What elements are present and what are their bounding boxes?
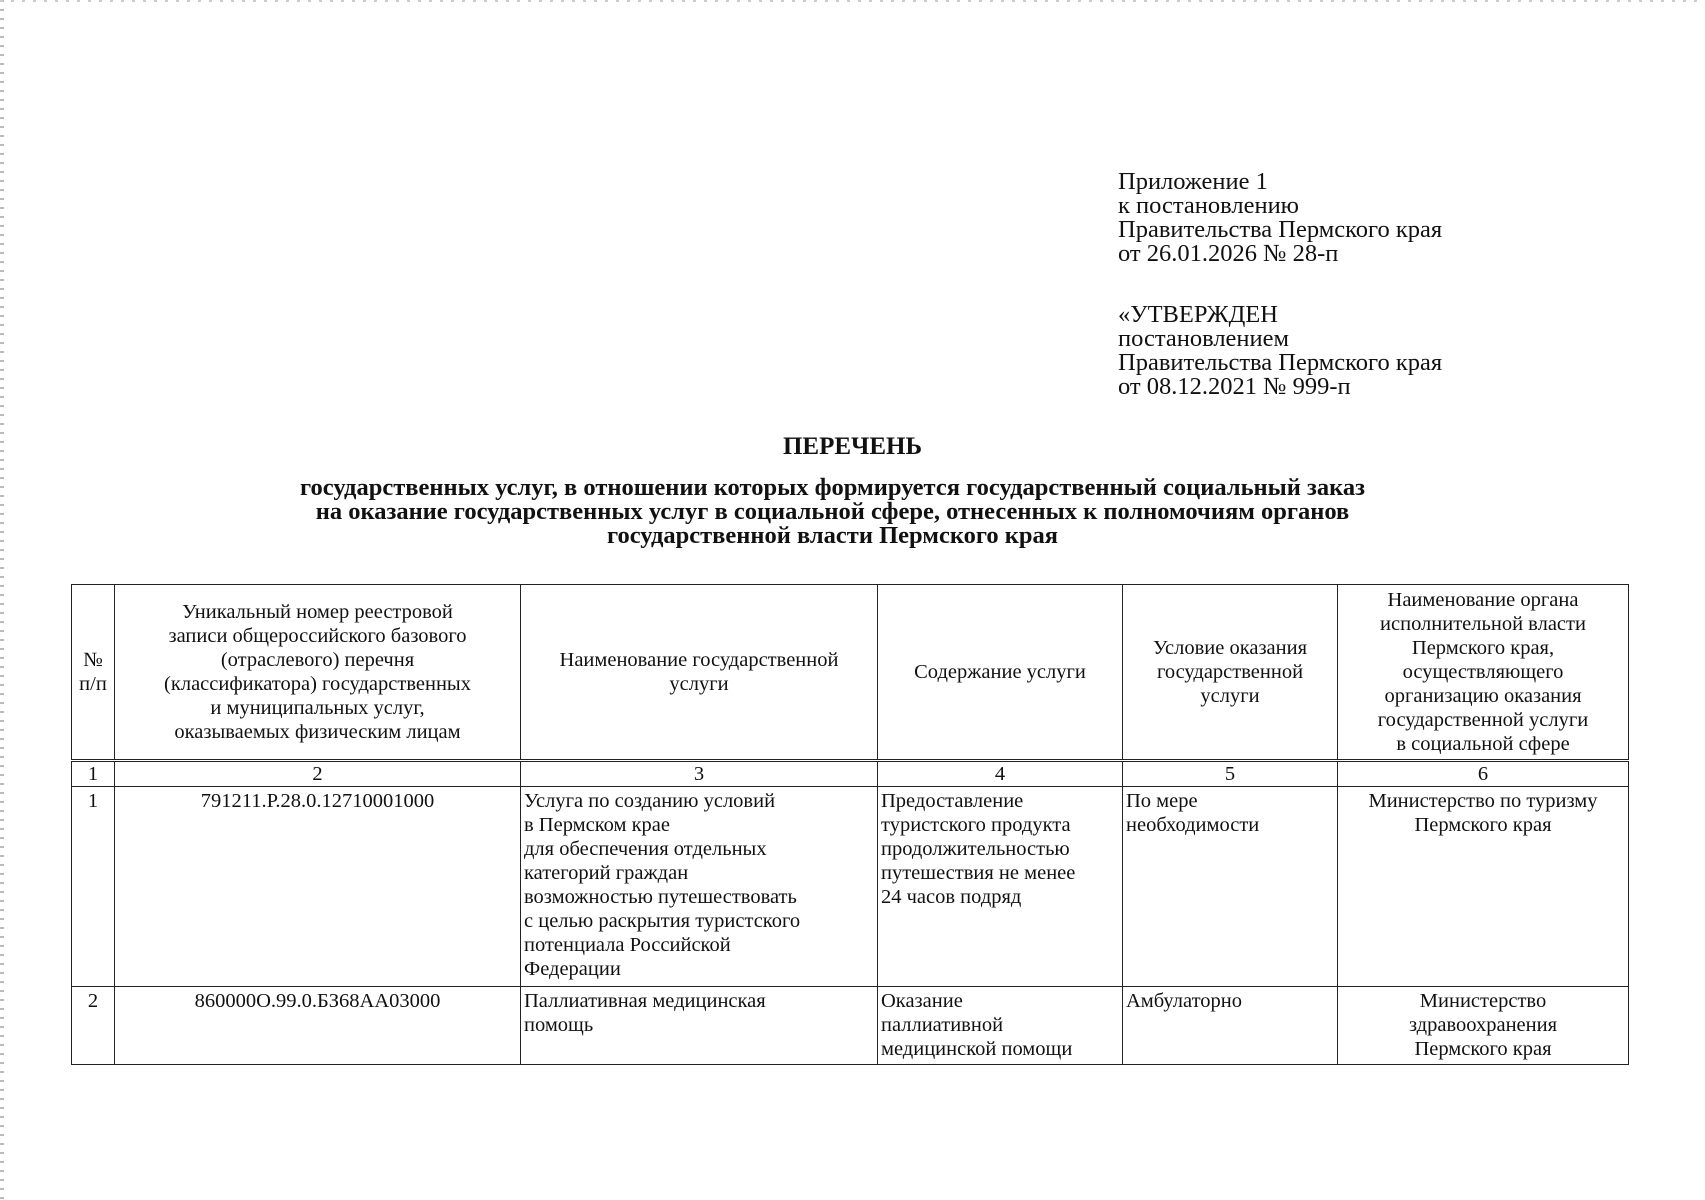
responsible-authority — [1338, 987, 1629, 1065]
cell-text-line: государственной услуги — [1377, 709, 1589, 731]
appendix-line: от 26.01.2026 № 28-п — [1118, 240, 1339, 267]
cell-text-line: п/п — [79, 673, 107, 695]
cell-text-line: Уникальный номер реестровой — [182, 601, 453, 623]
cell-text-line: Пермского края — [1414, 814, 1552, 836]
column-number: 3 — [521, 761, 878, 787]
cell-text-line: услуги — [1200, 685, 1260, 707]
cell-text-line: в социальной сфере — [1396, 733, 1570, 755]
subtitle-line: на оказание государственных услуг в социальной сфере, отнесенных к полномочиям органов — [315, 498, 1350, 525]
scan-edge-left — [0, 0, 4, 1200]
header-cell-condition — [1123, 585, 1338, 761]
approval-line: «УТВЕРЖДЕН — [1118, 301, 1278, 328]
cell-text-line: По мере — [1126, 790, 1198, 812]
cell-text-line: Паллиативная медицинская — [524, 990, 766, 1012]
cell-text-line: потенциала Российской — [524, 934, 731, 956]
service-condition — [1123, 987, 1338, 1065]
cell-text-line: организацию оказания — [1384, 685, 1582, 707]
column-number: 2 — [115, 761, 521, 787]
appendix-line: Правительства Пермского края — [1118, 216, 1443, 243]
approval-line: от 08.12.2021 № 999-п — [1118, 373, 1351, 400]
subtitle-line: государственной власти Пермского края — [606, 522, 1058, 549]
cell-text-line: (отраслевого) перечня — [220, 649, 415, 671]
table-header-row — [72, 585, 1629, 761]
cell-text-line: № — [83, 649, 103, 671]
header-cell-content — [878, 585, 1123, 761]
appendix-line: к постановлению — [1118, 192, 1299, 219]
cell-text-line: необходимости — [1126, 814, 1260, 836]
cell-text-line: категорий граждан — [524, 862, 689, 884]
cell-text-line: паллиативной — [881, 1014, 1004, 1036]
service-content — [878, 787, 1123, 987]
subtitle-line: государственных услуг, в отношении которых формируется государственный социальный заказ — [300, 474, 1365, 501]
cell-text-line: с целью раскрытия туристского — [524, 910, 801, 932]
appendix-block — [1118, 170, 1442, 266]
cell-text-line: исполнительной власти — [1380, 613, 1586, 635]
registry-code: 791211.Р.28.0.12710001000 — [115, 787, 521, 987]
cell-text-line: Содержание услуги — [914, 661, 1086, 683]
cell-text-line: здравоохранения — [1408, 1014, 1558, 1036]
cell-text-line: туристского продукта — [881, 814, 1071, 836]
cell-text-line: продолжительностью — [881, 838, 1070, 860]
cell-text-line: медицинской помощи — [881, 1038, 1073, 1060]
cell-text-line: путешествия не менее — [881, 862, 1076, 884]
cell-text-line: возможностью путешествовать — [524, 886, 797, 908]
cell-text-line: Пермского края, — [1411, 637, 1555, 659]
table-row — [72, 987, 1629, 1065]
cell-text-line: Наименование государственной — [559, 649, 839, 671]
cell-text-line: оказываемых физическим лицам — [174, 721, 461, 743]
cell-text-line: Амбулаторно — [1126, 990, 1242, 1012]
header-cell-service-name — [521, 585, 878, 761]
service-name — [521, 987, 878, 1065]
header-cell-authority — [1338, 585, 1629, 761]
approval-line: постановлением — [1118, 325, 1290, 352]
cell-text-line: Услуга по созданию условий — [524, 790, 776, 812]
service-content — [878, 987, 1123, 1065]
cell-text-line: Наименование органа — [1387, 589, 1579, 611]
column-number: 5 — [1123, 761, 1338, 787]
column-number: 4 — [878, 761, 1123, 787]
row-number: 2 — [72, 987, 115, 1065]
service-name — [521, 787, 878, 987]
cell-text-line: Предоставление — [881, 790, 1024, 812]
cell-text-line: и муниципальных услуг, — [210, 697, 425, 719]
header-cell-registry-code — [115, 585, 521, 761]
cell-text-line: 24 часов подряд — [881, 886, 1022, 908]
service-condition — [1123, 787, 1338, 987]
approval-line: Правительства Пермского края — [1118, 349, 1443, 376]
cell-text-line: осуществляющего — [1402, 661, 1564, 683]
registry-code: 860000О.99.0.БЗ68АА03000 — [115, 987, 521, 1065]
scan-edge-top — [0, 0, 1705, 2]
services-table — [71, 584, 1629, 1065]
cell-text-line: записи общероссийского базового — [168, 625, 467, 647]
cell-text-line: в Пермском крае — [524, 814, 671, 836]
header-cell-number — [72, 585, 115, 761]
document-title: ПЕРЕЧЕНЬ — [782, 433, 923, 460]
cell-text-line: Пермского края — [1414, 1038, 1552, 1060]
table-row — [72, 787, 1629, 987]
appendix-line: Приложение 1 — [1118, 168, 1268, 195]
row-number: 1 — [72, 787, 115, 987]
cell-text-line: услуги — [669, 673, 729, 695]
cell-text-line: Оказание — [881, 990, 963, 1012]
approval-block — [1118, 303, 1442, 399]
cell-text-line: Министерство по туризму — [1368, 790, 1598, 812]
cell-text-line: Условие оказания — [1152, 637, 1308, 659]
cell-text-line: (классификатора) государственных — [164, 673, 471, 695]
document-subtitle — [160, 476, 1505, 548]
column-number: 6 — [1338, 761, 1629, 787]
cell-text-line: Министерство — [1419, 990, 1547, 1012]
responsible-authority — [1338, 787, 1629, 987]
column-number: 1 — [72, 761, 115, 787]
cell-text-line: помощь — [524, 1014, 594, 1036]
cell-text-line: для обеспечения отдельных — [524, 838, 767, 860]
cell-text-line: Федерации — [524, 958, 621, 980]
cell-text-line: государственной — [1156, 661, 1304, 683]
column-number-row — [72, 761, 1629, 787]
